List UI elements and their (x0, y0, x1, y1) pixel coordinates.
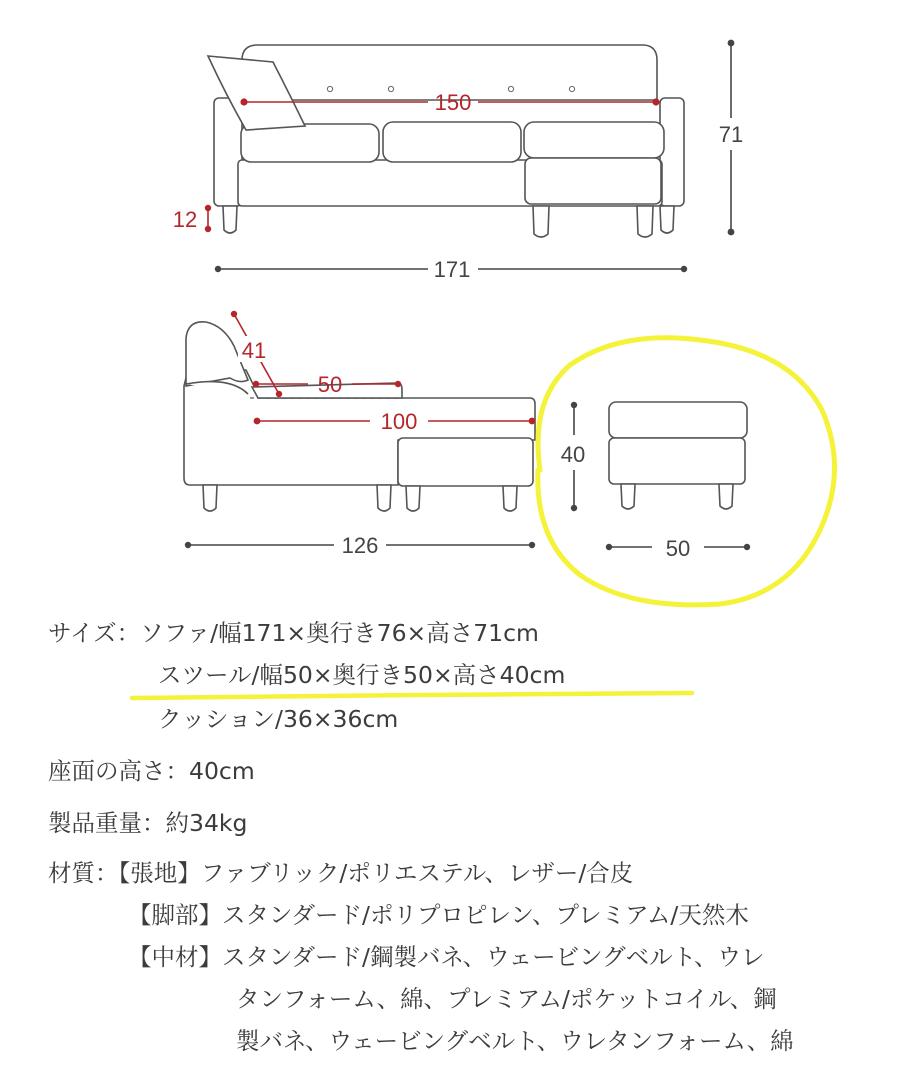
dimension-71 (719, 40, 743, 236)
filling-line-3: 製バネ、ウェービングベルト、ウレタンフォーム、綿 (236, 1027, 794, 1055)
material-label: 材質： (48, 859, 119, 887)
legs-tag: 【脚部】 (128, 901, 222, 929)
dimension-126 (185, 533, 535, 558)
dim-label-50-stool: 50 (665, 536, 691, 561)
dim-label-171: 171 (433, 257, 471, 282)
upholstery-tag: 【張地】 (118, 859, 201, 887)
dim-label-50-seat: 50 (317, 372, 343, 397)
dim-label-150: 150 (434, 90, 472, 115)
dim-label-12: 12 (172, 207, 198, 232)
dimension-12 (173, 205, 211, 232)
dim-label-71: 71 (718, 122, 744, 147)
dimension-171 (215, 257, 687, 282)
dim-label-40: 40 (560, 442, 586, 467)
dim-label-126: 126 (341, 533, 379, 558)
filling-line-2: タンフォーム、綿、プレミアム/ポケットコイル、鋼 (236, 985, 777, 1013)
filling-tag: 【中材】 (128, 943, 222, 971)
seat-height: 座面の高さ：40cm (48, 757, 255, 785)
product-weight: 製品重量：約34kg (48, 809, 248, 837)
sofa-front-view (208, 45, 684, 237)
dimension-50-stool (606, 536, 750, 561)
sofa-side-view (184, 322, 535, 511)
size-label: サイズ： (48, 619, 141, 647)
dim-label-41: 41 (241, 338, 267, 363)
filling-line-1: スタンダード/鋼製バネ、ウェービングベルト、ウレ (222, 943, 765, 971)
stool-underline (0, 612, 905, 732)
stool-view (609, 402, 747, 509)
upholstery-value: ファブリック/ポリエステル、レザー/合皮 (200, 859, 634, 887)
dimension-40-stool (561, 402, 585, 511)
size-stool: スツール/幅50×奥行き50×高さ40cm (158, 661, 566, 689)
size-cushion: クッション/36×36cm (158, 705, 399, 733)
legs-value: スタンダード/ポリプロピレン、プレミアム/天然木 (222, 901, 749, 929)
dim-label-100: 100 (380, 409, 418, 434)
size-sofa: ソファ/幅171×奥行き76×高さ71cm (140, 619, 539, 647)
